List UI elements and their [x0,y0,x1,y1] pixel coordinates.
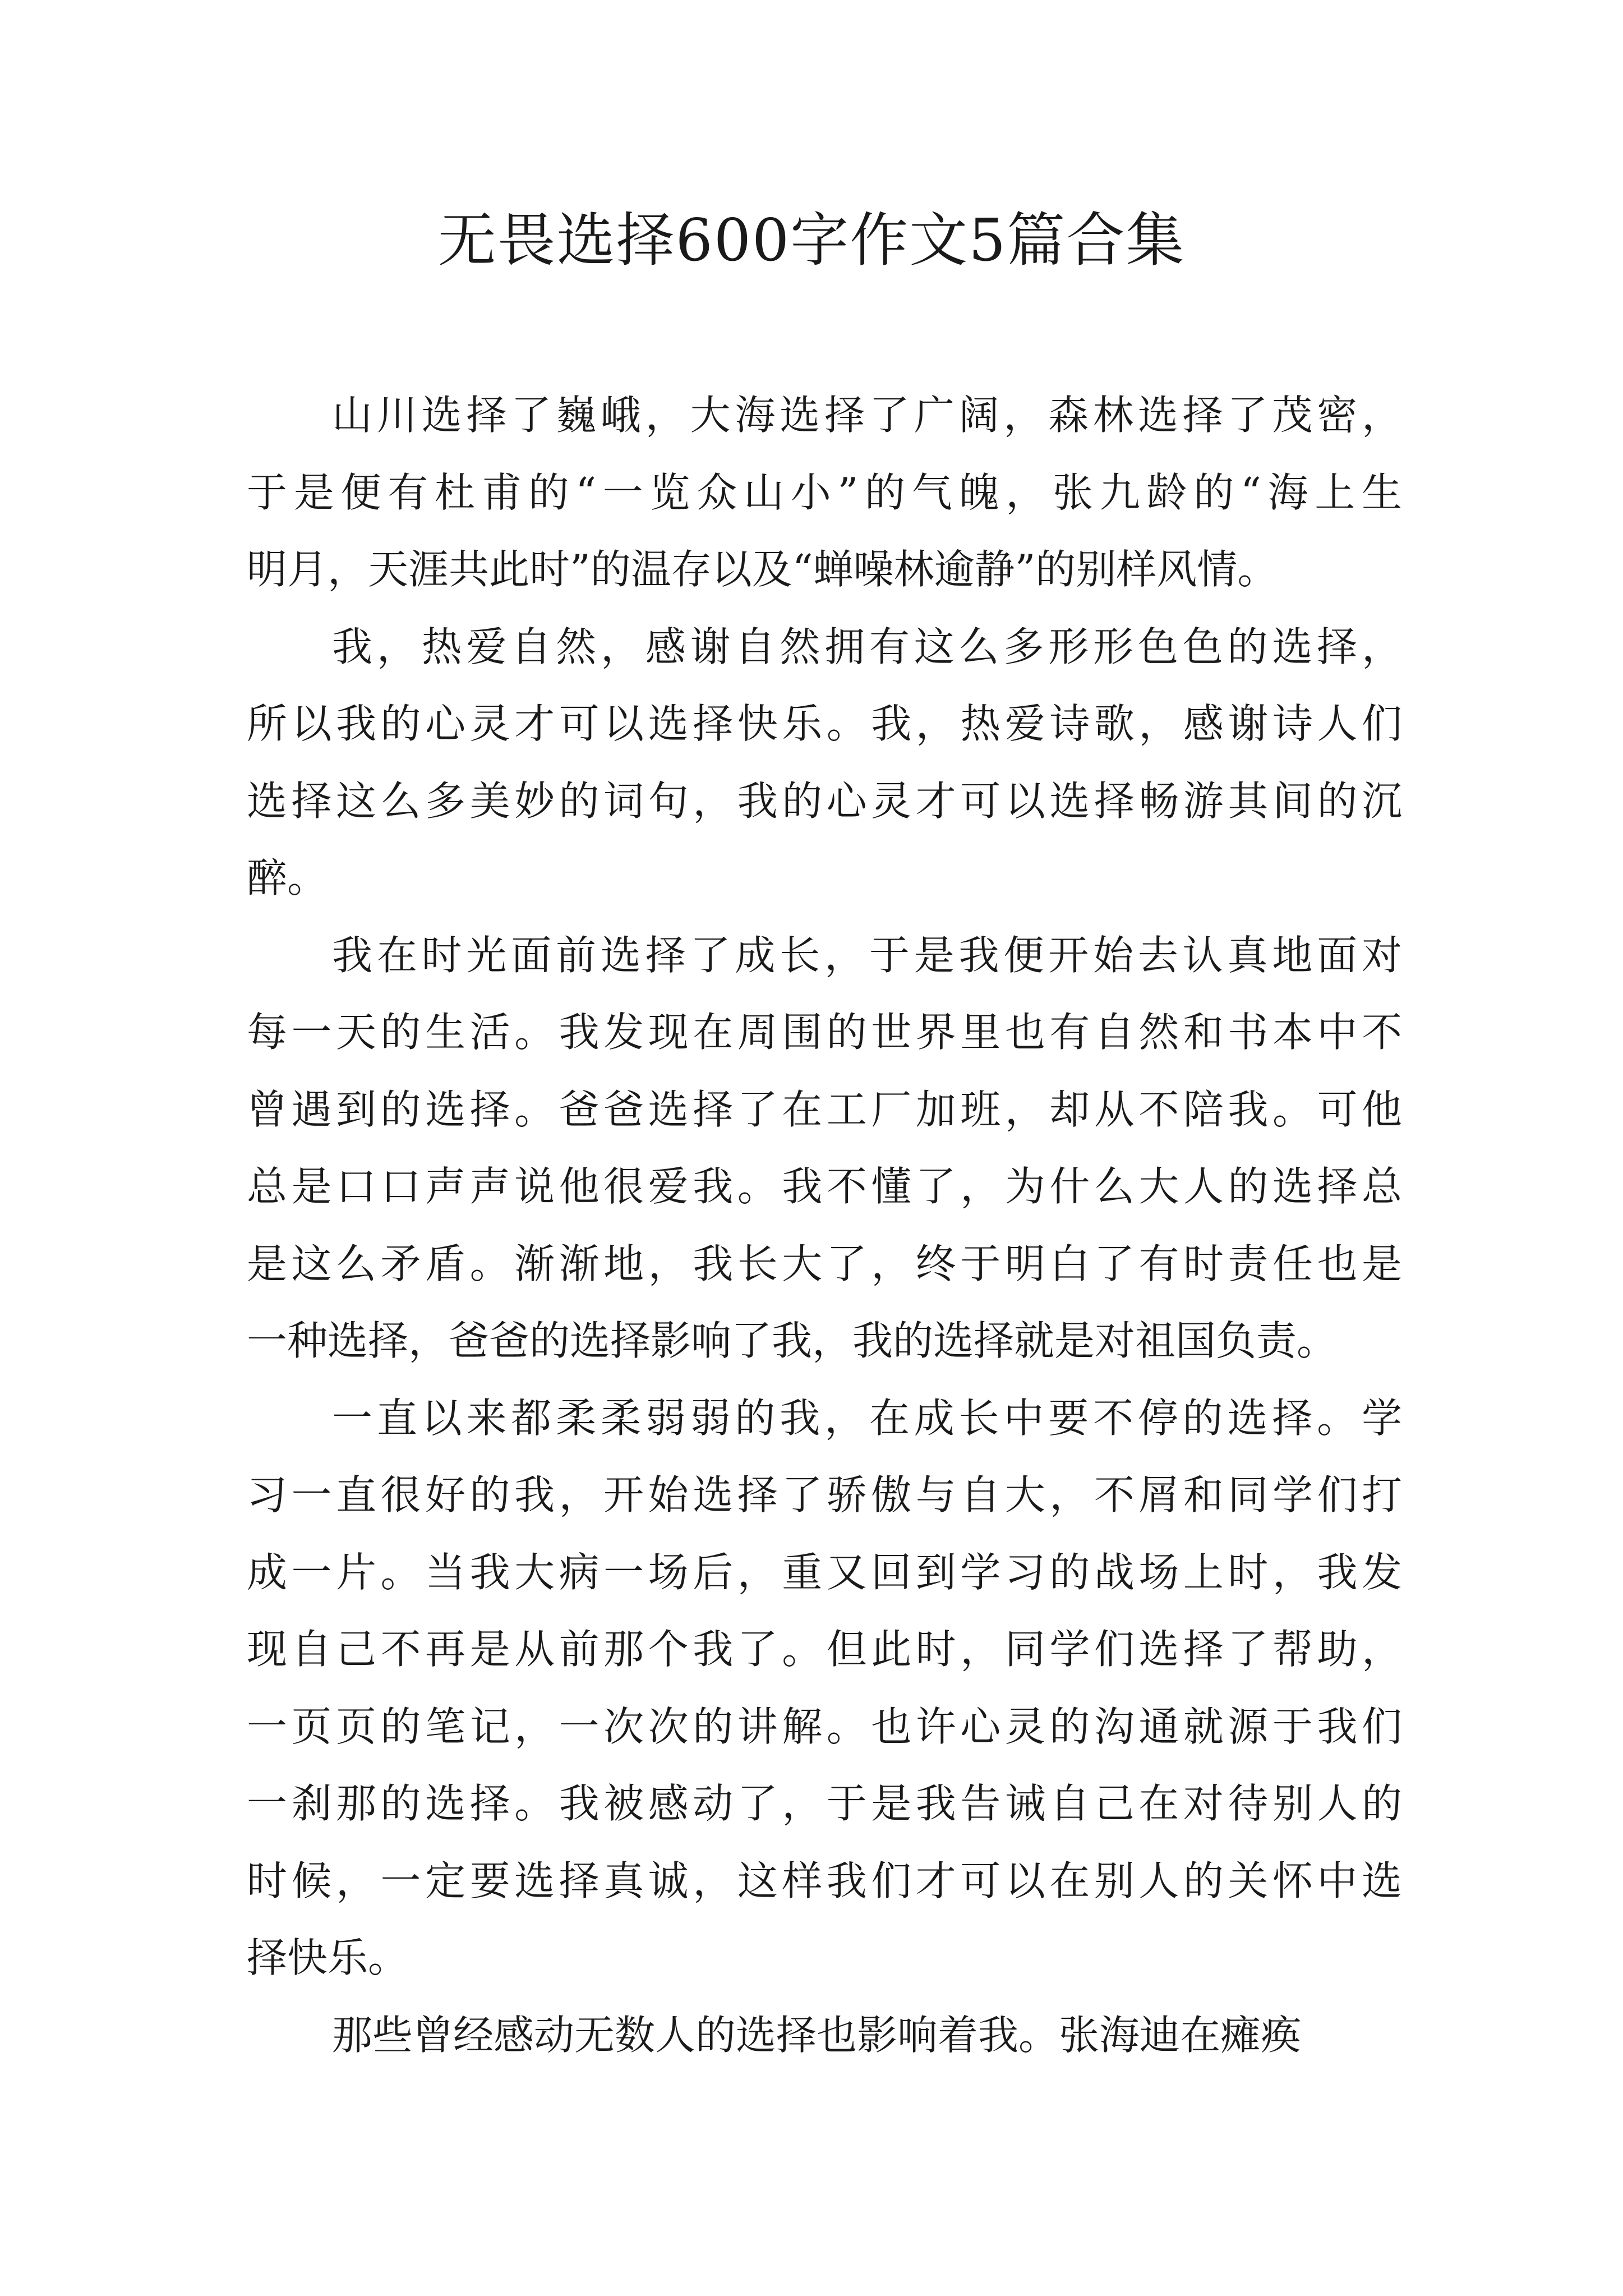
paragraph-line: 曾遇到的选择。爸爸选择了在工厂加班，却从不陪我。可他 [247,1085,1402,1133]
paragraph-line: 是这么矛盾。渐渐地，我长大了，终于明白了有时责任也是 [247,1240,1402,1287]
paragraph-line: 择快乐。 [247,1934,409,1981]
paragraph-line: 现自己不再是从前那个我了。但此时，同学们选择了帮助， [247,1626,1402,1673]
paragraph [247,377,1402,609]
paragraph-line: 习一直很好的我，开始选择了骄傲与自大，不屑和同学们打 [247,1471,1402,1519]
paragraph-line: 所以我的心灵才可以选择快乐。我，热爱诗歌，感谢诗人们 [247,700,1402,747]
paragraph-line: 选择这么多美妙的词句，我的心灵才可以选择畅游其间的沉 [247,777,1402,825]
paragraph-line: 一种选择，爸爸的选择影响了我，我的选择就是对祖国负责。 [247,1317,1338,1364]
paragraph-line: 成一片。当我大病一场后，重又回到学习的战场上时，我发 [247,1548,1402,1596]
document-title: 无畏选择600字作文5篇合集 [437,206,1186,274]
paragraph-line: 我，热爱自然，感谢自然拥有这么多形形色色的选择， [332,623,1402,670]
paragraph-line: 一直以来都柔柔弱弱的我，在成长中要不停的选择。学 [332,1394,1402,1442]
paragraph-line: 总是口口声声说他很爱我。我不懂了，为什么大人的选择总 [247,1163,1402,1210]
document-body [247,377,1402,2074]
paragraph [247,917,1402,1380]
paragraph [247,1380,1402,1997]
paragraph-line: 每一天的生活。我发现在周围的世界里也有自然和书本中不 [247,1009,1402,1056]
paragraph [247,1997,1402,2074]
paragraph-line: 一刹那的选择。我被感动了，于是我告诫自己在对待别人的 [247,1780,1402,1827]
paragraph-line: 时候，一定要选择真诚，这样我们才可以在别人的关怀中选 [247,1857,1402,1904]
paragraph-line: 山川选择了巍峨，大海选择了广阔，森林选择了茂密， [332,392,1402,439]
paragraph-line: 一页页的笔记，一次次的讲解。也许心灵的沟通就源于我们 [247,1703,1402,1750]
paragraph-line: 那些曾经感动无数人的选择也影响着我。张海迪在瘫痪 [332,2011,1302,2059]
paragraph-line: 我在时光面前选择了成长，于是我便开始去认真地面对 [332,931,1402,979]
paragraph-line: 于是便有杜甫的“一览众山小”的气魄，张九龄的“海上生 [247,468,1402,516]
paragraph-line: 醉。 [247,854,328,901]
paragraph [247,609,1402,917]
paragraph-line: 明月，天涯共此时”的温存以及“蝉噪林逾静”的别样风情。 [247,546,1278,593]
